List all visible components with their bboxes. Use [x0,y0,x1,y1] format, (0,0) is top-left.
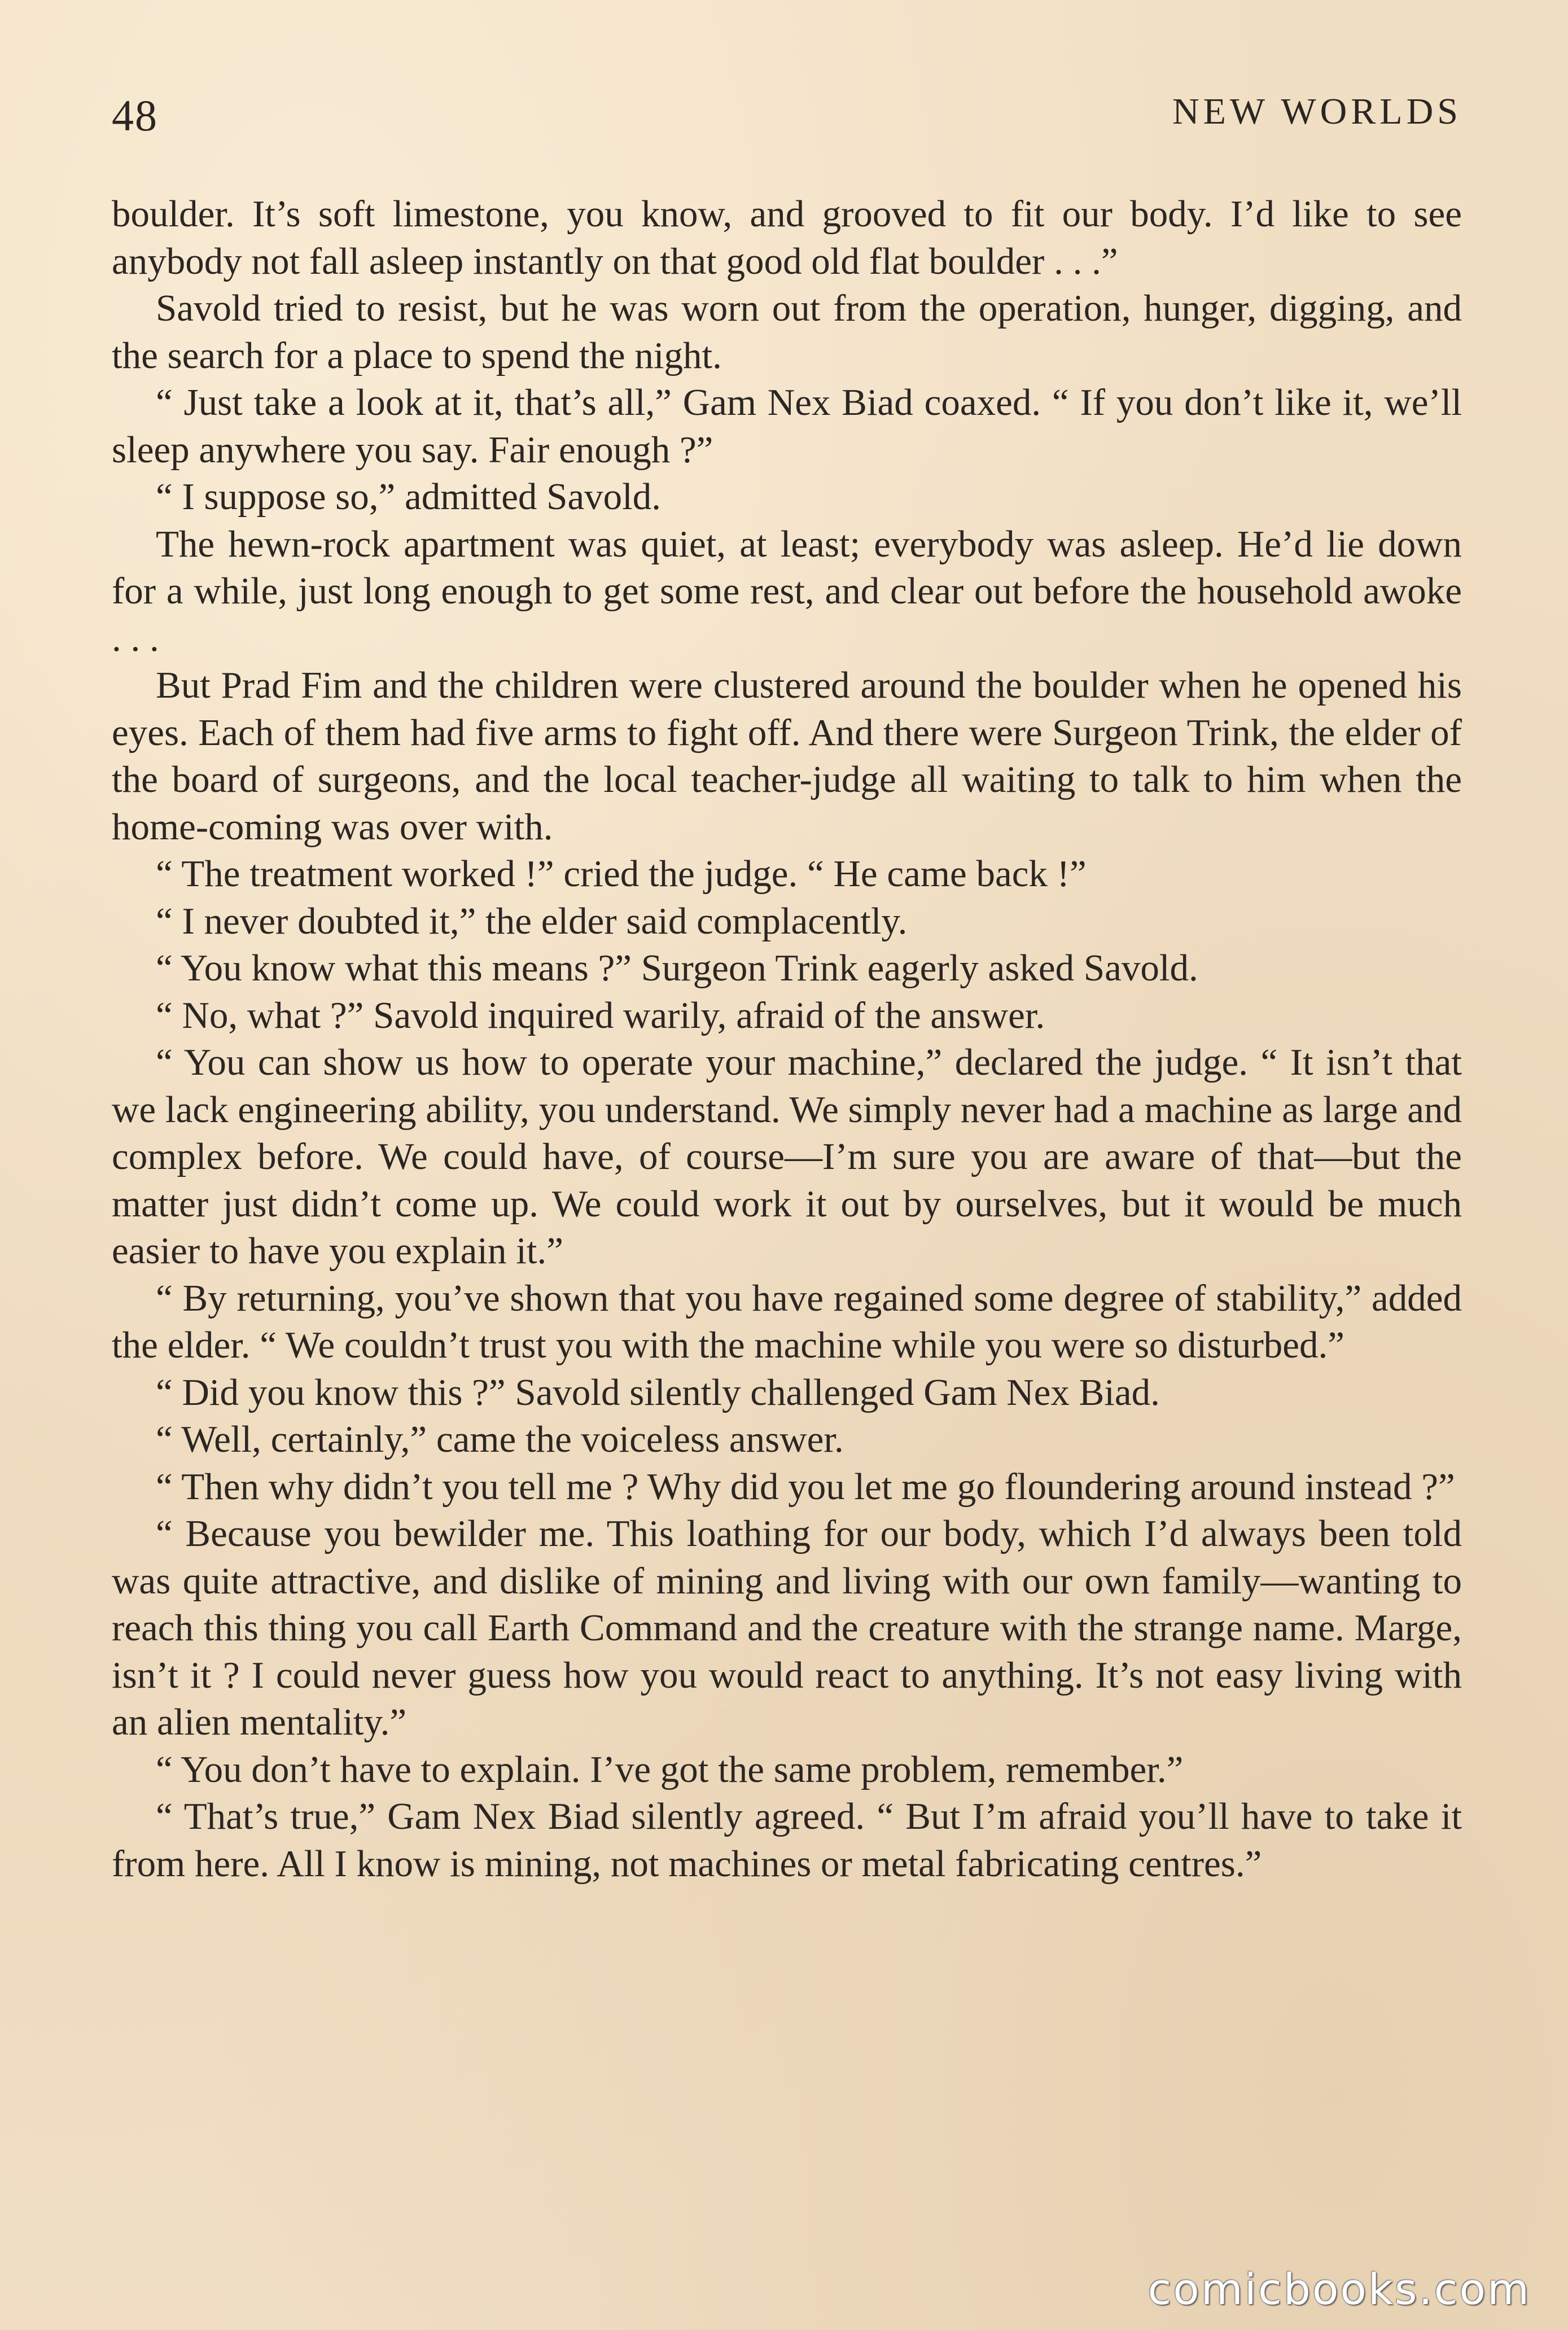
paragraph: “ Then why didn’t you tell me ? Why did you let me go floundering around instead ?” [156,1465,1455,1508]
paragraph: “ Just take a look at it, that’s all,” Gam Nex Biad coaxed. “ If you don’t like it, we’ll sleep anywhere you say. Fair enough ?” [112,382,1462,471]
paragraph: “ Well, certainly,” came the voiceless answer. [156,1418,844,1460]
running-title: NEW WORLDS [1172,91,1462,132]
body-text [112,191,1462,1887]
watermark: comicbooks.com [1147,2264,1531,2314]
paragraph: “ No, what ?” Savold inquired warily, afraid of the answer. [156,994,1045,1036]
paragraph-continued: boulder. It’s soft limestone, you know, and grooved to fit our body. I’d like to see anybody not fall asleep instantly on that good old flat boulder . . .” [112,193,1462,282]
paragraph: “ By returning, you’ve shown that you have regained some degree of stability,” added the elder. “ We couldn’t trust you with the machine while you were so disturbed.” [112,1277,1462,1366]
paragraph: “ You don’t have to explain. I’ve got the same problem, remember.” [156,1748,1184,1790]
paragraph: “ The treatment worked !” cried the judge. “ He came back !” [156,853,1087,895]
paragraph: “ You can show us how to operate your machine,” declared the judge. “ It isn’t that we lack engineering ability, you understand. We simply never had a machine as large and complex before. We could have, of course—I’m sure you are aware of that—but the matter just didn’t come up. We could work it out by ourselves, but it would be much easier to have you explain it.” [112,1041,1462,1272]
paragraph: “ You know what this means ?” Surgeon Trink eagerly asked Savold. [156,947,1198,989]
paragraph: Savold tried to resist, but he was worn out from the operation, hunger, digging, and the search for a place to spend the night. [112,287,1462,376]
paragraph: “ Did you know this ?” Savold silently challenged Gam Nex Biad. [156,1371,1160,1413]
page-number: 48 [112,91,158,140]
page-header [112,90,1462,152]
paragraph: The hewn-rock apartment was quiet, at least; everybody was asleep. He’d lie down for a while, just long enough to get some rest, and clear out before the household awoke . . . [112,523,1462,659]
paragraph: “ Because you bewilder me. This loathing for our body, which I’d always been told was quite attractive, and dislike of mining and living with our own family—wanting to reach this thing you call Earth Command and the creature with the strange name. Marge, isn’t it ? I could never guess how you would react to anything. It’s not easy living with an alien mentality.” [112,1513,1462,1743]
paragraph: But Prad Fim and the children were clustered around the boulder when he opened his eyes. Each of them had five arms to fight off. And there were Surgeon Trink, the elder of the board of surgeons, and the local teacher-judge all waiting to talk to him when the home-coming was over with. [112,664,1462,848]
paragraph: “ I never doubted it,” the elder said complacently. [156,900,908,942]
paragraph: “ I suppose so,” admitted Savold. [156,476,662,518]
paragraph: “ That’s true,” Gam Nex Biad silently agreed. “ But I’m afraid you’ll have to take it from here. All I know is mining, not machines or metal fabricating centres.” [112,1795,1462,1885]
